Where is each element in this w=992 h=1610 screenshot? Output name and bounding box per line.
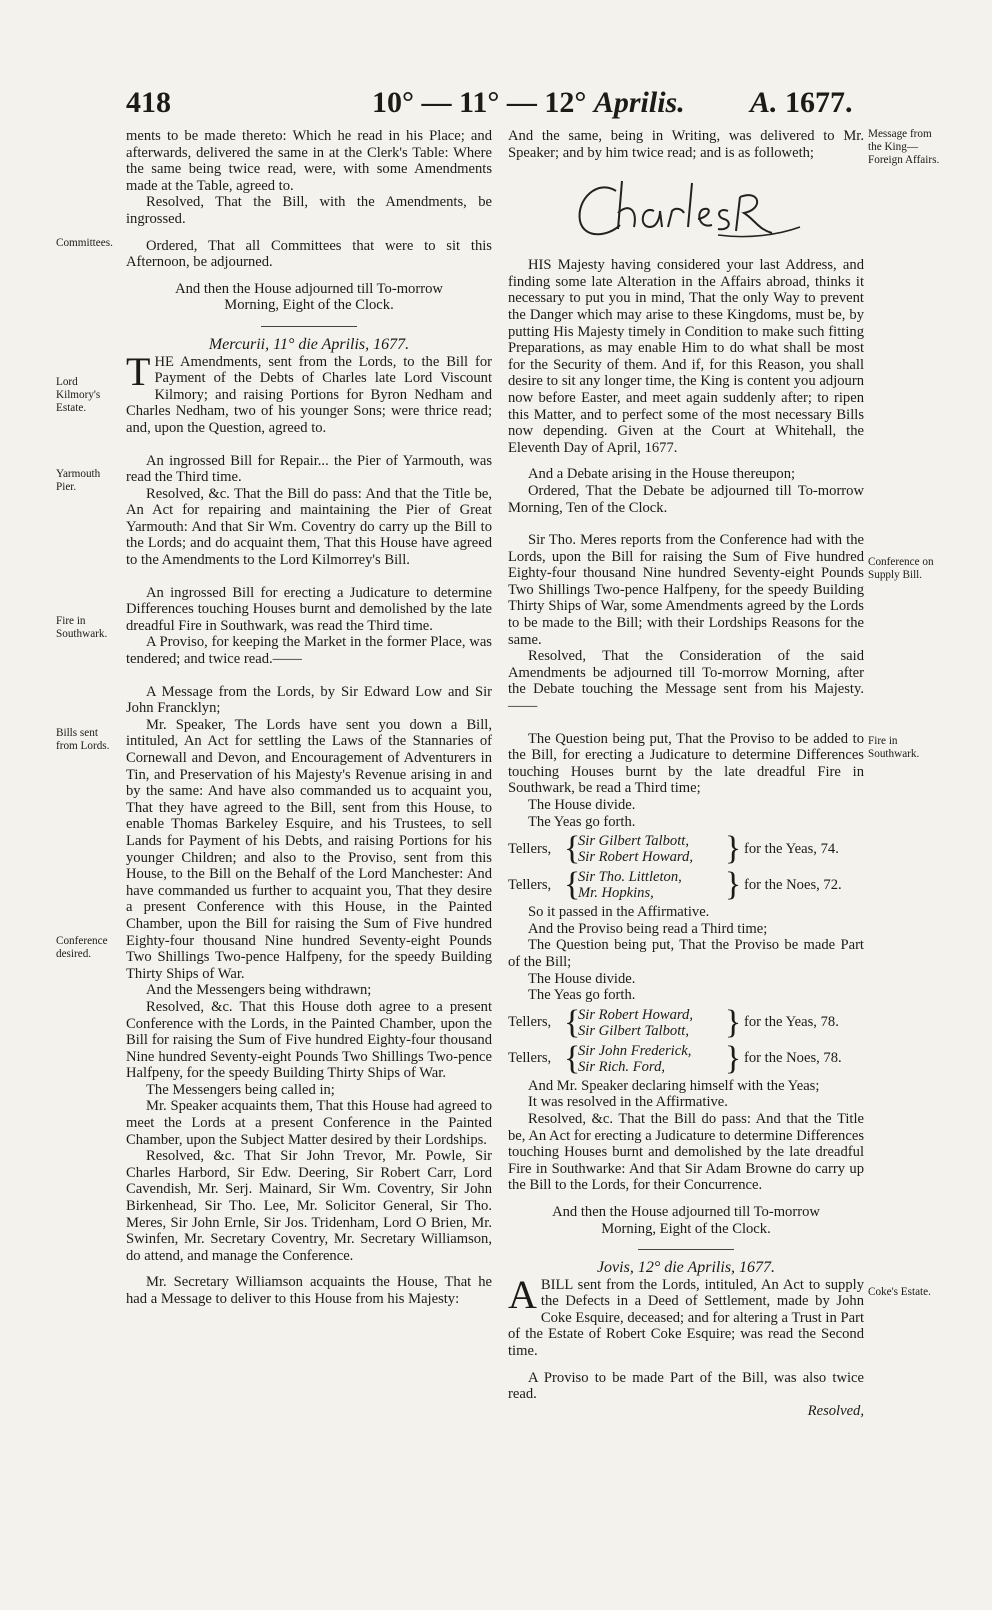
paragraph: It was resolved in the Affirmative. <box>528 1094 728 1111</box>
paragraph: A Message from the Lords, by Sir Edward Low and Sir John Francklyn; <box>126 683 492 717</box>
margin-note-cokes-estate: Coke's Estate. <box>868 1286 931 1298</box>
paragraph: And Mr. Speaker declaring himself with the Yeas; <box>528 1077 820 1094</box>
tellers-label: Tellers, <box>508 876 552 893</box>
paragraph: The Messengers being called in; <box>146 1081 335 1098</box>
paragraph: THE Amendments, sent from the Lords, to the Bill for Payment of the Debts of Charles late Lord Viscount Kilmory; and raising Portions for Byron Nedham and Charles Nedham, two of his younger Sons; were thrice read; and, upon the Question, agreed to. <box>126 348 492 436</box>
brace-close: } <box>724 1003 742 1041</box>
paragraph: An ingrossed Bill for erecting a Judicature to determine Differences touching Houses burnt and demolished by the late dreadful Fire in Southwark, was read the Third time. <box>126 584 492 634</box>
tellers-row <box>508 1003 864 1041</box>
page-number: 418 <box>126 86 171 119</box>
paragraph: Resolved, &c. That Sir John Trevor, Mr. Powle, Sir Charles Harbord, Sir Edw. Deering, Sir Robert Carr, Lord Cavendish, Mr. Serj. Mainard, Sir Wm. Coventry, Sir John Birkenhead, Sir Tho. Lee, Mr. Solicitor General, Sir Tho. Meres, Sir John Ernle, Sir Jos. Tridenham, Lord O Brien, Mr. Swinfen, Mr. Secretary Coventry, Mr. Secretary Williamson, do attend, and manage the Conference. <box>126 1148 492 1264</box>
brace-open: { <box>564 1039 581 1077</box>
paragraph: ABILL sent from the Lords, intituled, An Act to supply the Defects in a Deed of Settlement, made by John Coke Esquire, deceased; and for altering a Trust in Part of the Estate of Robert Coke Esquire; was read the Second time. <box>508 1271 864 1360</box>
paragraph: And a Debate arising in the House thereupon; <box>528 466 796 483</box>
tellers-result: for the Yeas, 74. <box>744 840 839 857</box>
drop-cap: A <box>508 1271 537 1317</box>
paragraph: And the Messengers being withdrawn; <box>146 982 372 999</box>
margin-note-committees: Committees. <box>56 237 113 249</box>
margin-note-conference-supply: Conference on Supply Bill. <box>868 556 934 581</box>
tellers-row <box>508 1039 864 1077</box>
brace-close: } <box>724 1039 742 1077</box>
paragraph: Sir Tho. Meres reports from the Conference had with the Lords, upon the Bill for raising the Sum of Five hundred Eighty-four thousand Nine hundred Seventy-eight Pounds Two Shillings Two-pence Halfpeny, for the speedy Building Thirty Ships of War, some Amendments agreed by the Lords to be made to the Bill; with their Lordships Reasons for the same. <box>508 532 864 648</box>
paragraph: The Yeas go forth. <box>528 987 636 1004</box>
tellers-row <box>508 832 864 866</box>
paragraph: So it passed in the Affirmative. <box>528 904 710 921</box>
tellers-result: for the Noes, 78. <box>744 1050 842 1067</box>
page-header <box>0 86 992 126</box>
session-heading: Jovis, 12° die Aprilis, 1677. <box>596 1259 776 1277</box>
tellers-names: Sir Robert Howard, Sir Gilbert Talbott, <box>578 1006 693 1039</box>
paragraph: The House divide. <box>528 970 636 987</box>
paragraph: A Proviso, for keeping the Market in the former Place, was tendered; and twice read.—— <box>126 634 492 668</box>
paragraph: Resolved, &c. That the Bill do pass: And that the Title be, An Act for erecting a Judicature to determine Differences touching Houses burnt and demolished by the late dreadful Fire in Southwarke: And that Sir Adam Browne do carry up the Bill to the Lords, for their Concurrence. <box>508 1110 864 1194</box>
margin-note-fire-southwark-2: Fire in Southwark. <box>868 735 920 760</box>
paragraph: Mr. Speaker acquaints them, That this House had agreed to meet the Lords at a present Conference in the Painted Chamber, upon the Subject Matter desired by their Lordships. <box>126 1098 492 1148</box>
tellers-names: Sir John Frederick, Sir Rich. Ford, <box>578 1042 692 1075</box>
drop-cap: T <box>126 348 151 394</box>
paragraph: The House divide. <box>528 797 636 813</box>
paragraph: Resolved, That the Consideration of the said Amendments be adjourned till To-morrow Morning, after the Debate touching the Message sent from his Majesty.—— <box>508 648 864 715</box>
margin-note-lord-kilmory: Lord Kilmory's Estate. <box>56 376 101 414</box>
tellers-names: Sir Gilbert Talbott, Sir Robert Howard, <box>578 833 693 866</box>
paragraph: Ordered, That all Committees that were to sit this Afternoon, be adjourned. <box>126 237 492 271</box>
margin-note-bills-sent: Bills sent from Lords. <box>56 727 110 752</box>
paragraph: And the Proviso being read a Third time; <box>528 920 768 937</box>
paragraph: ments to be made thereto: Which he read in his Place; and afterwards, delivered the same in at the Clerk's Table: Where the same being twice read, were, with some Amendments made at the Table, agreed to. <box>126 128 492 194</box>
margin-note-conference-desired: Conference desired. <box>56 935 108 960</box>
right-column <box>508 128 864 1419</box>
catchword: Resolved, <box>807 1402 864 1419</box>
paragraph: Resolved, &c. That this House doth agree to a present Conference with the Lords, in the Painted Chamber, upon the Bill for raising the Sum of Five hundred Eighty-four thousand Nine hundred Seventy-eight Pounds Two Shillings Two-pence Halfpeny, for the speedy Building Thirty Ships of War. <box>126 998 492 1082</box>
royal-message: HIS Majesty having considered your last Address, and finding some late Alteration in the Affairs abroad, thinks it necessary to put you in mind, That the only Way to prevent the Danger which may arise to these Kingdoms, must be, by putting His Majesty timely in Condition to make such fitting Preparations, as may enable Him to do what shall be most for the Security of them. And if, for this Reason, you shall desire to sit any longer time, the King is content you adjourn now before Easter, and meet again suddenly after; to ripen this Matter, and to perfect some of the most necessary Bills now depending. Given at the Court at Whitehall, the Eleventh Day of April, 1677. <box>508 257 864 456</box>
tellers-label: Tellers, <box>508 840 552 857</box>
header-year: A. 1677. <box>750 86 853 119</box>
adjournment: And then the House adjourned till To-morrow Morning, Eight of the Clock. <box>552 1203 820 1237</box>
paragraph: Resolved, &c. That the Bill do pass: And that the Title be, An Act for repairing and maintaining the Pier of Great Yarmouth: And that Sir Wm. Coventry do carry up the Bill to the Lords; and do acquaint them, That this House have agreed to the Amendments to the Lord Kilmorrey's Bill. <box>126 485 492 569</box>
margin-note-fire-southwark: Fire in Southwark. <box>56 615 108 640</box>
royal-signature <box>508 169 864 251</box>
brace-open: { <box>564 1003 581 1041</box>
brace-open: { <box>564 830 581 868</box>
tellers-result: for the Noes, 72. <box>744 876 842 893</box>
header-dates: 10° — 11° — 12° Aprilis. <box>372 86 685 119</box>
tellers-label: Tellers, <box>508 1014 552 1031</box>
paragraph: Mr. Secretary Williamson acquaints the House, That he had a Message to deliver to this House from his Majesty: <box>126 1274 492 1307</box>
paragraph: Mr. Speaker, The Lords have sent you down a Bill, intituled, An Act for settling the Laws of the Stannaries of Cornewall and Devon, and Encouragement of Adventurers in Tin, and Preservation of his Majesty's Revenue arising in and by the same: And have also commanded us to acquaint you, That they have agreed to the Bill, sent from this House, to enable Thomas Barkeley Esquire, and his Trustees, to sell Lands for Payment of his Debts, and raising Portions for his younger Children; and also to the Proviso, sent from this House, to the Bill on the Behalf of the Lord Manchester: And have commanded us further to acquaint you, That they desire a present Conference with this House, in the Painted Chamber, upon the Bill for raising the Sum of Five hundred Eighty-four thousand Nine hundred Seventy-eight Pounds Two Shillings Two-pence Halfpeny, for the speedy Building Thirty Ships of War. <box>126 716 492 982</box>
section-rule <box>261 326 357 327</box>
paragraph: And the same, being in Writing, was delivered to Mr. Speaker; and by him twice read; and is as followeth; <box>508 128 864 161</box>
left-column <box>126 128 492 1308</box>
brace-close: } <box>724 830 742 868</box>
margin-note-yarmouth: Yarmouth Pier. <box>56 468 101 493</box>
adjournment: And then the House adjourned till To-morrow Morning, Eight of the Clock. <box>175 280 443 314</box>
tellers-result: for the Yeas, 78. <box>744 1014 839 1031</box>
paragraph: An ingrossed Bill for Repair... the Pier of Yarmouth, was read the Third time. <box>126 452 492 486</box>
paragraph: Ordered, That the Debate be adjourned till To-morrow Morning, Ten of the Clock. <box>508 482 864 516</box>
paragraph: Resolved, That the Bill, with the Amendments, be ingrossed. <box>126 194 492 227</box>
margin-note-message-king: Message from the King—Foreign Affairs. <box>868 128 940 166</box>
brace-open: { <box>564 866 581 904</box>
tellers-label: Tellers, <box>508 1050 552 1067</box>
section-rule <box>638 1249 734 1250</box>
paragraph: The Question being put, That the Proviso be made Part of the Bill; <box>508 937 864 970</box>
paragraph: A Proviso to be made Part of the Bill, was also twice read. <box>508 1369 864 1403</box>
tellers-row <box>508 868 864 902</box>
paragraph: The Question being put, That the Proviso to be added to the Bill, for erecting a Judicature to determine Differences touching Houses burnt by the late dreadful Fire in Southwark, be read a Third time; <box>508 730 864 797</box>
tellers-names: Sir Tho. Littleton, Mr. Hopkins, <box>578 869 682 902</box>
paragraph: The Yeas go forth. <box>528 813 636 830</box>
session-heading: Mercurii, 11° die Aprilis, 1677. <box>208 335 410 353</box>
brace-close: } <box>724 866 742 904</box>
